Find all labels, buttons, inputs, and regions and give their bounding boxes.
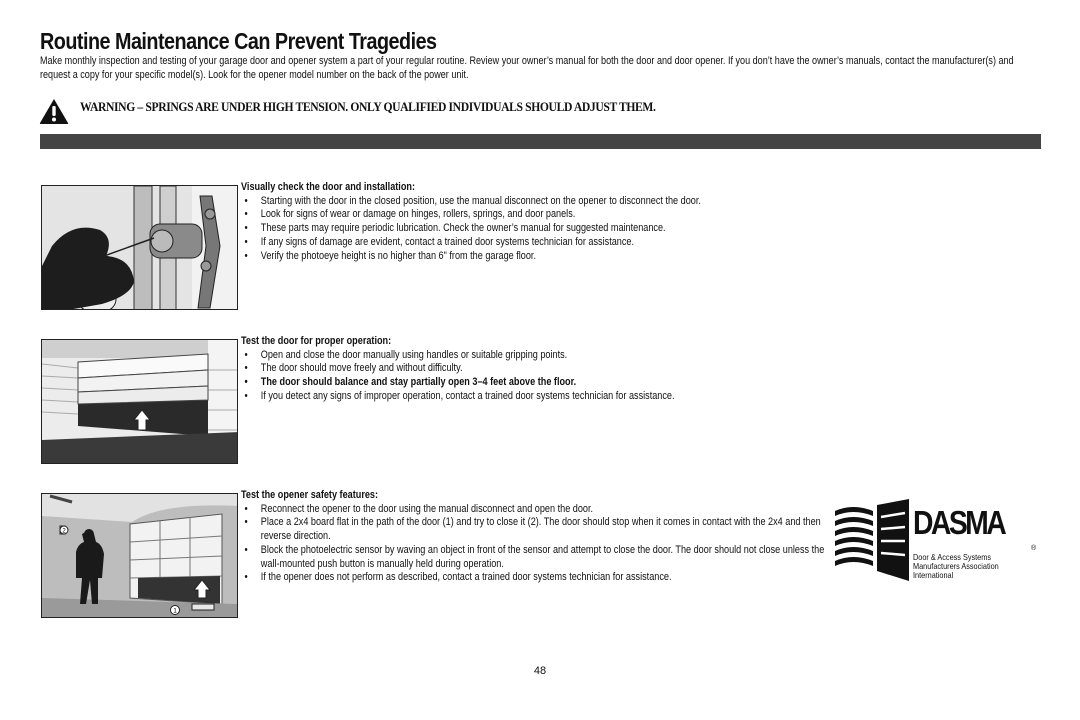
dasma-logo-text: DASMA (913, 504, 1005, 541)
list-item: • If the opener does not perform as described, contact a trained door systems technician for assistance. (241, 571, 826, 585)
dasma-logo-subtitle (913, 553, 999, 580)
list-item: • Verify the photoeye height is no higher than 6" from the garage floor. (241, 250, 826, 264)
callout-label: 2 (62, 528, 66, 535)
section-door-operation (241, 335, 941, 404)
intro-paragraph: Make monthly inspection and testing of your garage door and opener system a part of your regular routine. Review your owner’s manual for both the door and door opener. If you don’t have the owner’s manuals, contact the manufacturer(s) and request a copy for your specific model(s). Look for the opener model number on the back of the power unit. (40, 55, 1014, 81)
section-title: Test the opener safety features: (241, 489, 379, 501)
callout-label: 1 (173, 607, 177, 615)
list-item: • If you detect any signs of improper operation, contact a trained door systems technician for assistance. (241, 390, 826, 404)
section-divider-bar (40, 134, 1041, 149)
list-item: • These parts may require periodic lubrication. Check the owner’s manual for suggested maintenance. (241, 222, 826, 236)
warning-text: WARNING – SPRINGS ARE UNDER HIGH TENSION. ONLY QUALIFIED INDIVIDUALS SHOULD ADJUST THEM. (80, 100, 656, 114)
lubricating-hinge-illustration (41, 185, 238, 310)
bullet-list (241, 503, 826, 585)
section-title: Visually check the door and installation: (241, 181, 415, 193)
list-item: • Open and close the door manually using handles or suitable gripping points. (241, 349, 826, 363)
list-item: • Starting with the door in the closed position, use the manual disconnect on the opener to disconnect the door. (241, 195, 826, 209)
bullet-list (241, 349, 826, 404)
page-title: Routine Maintenance Can Prevent Tragedies (40, 28, 437, 54)
partially-open-garage-door-illustration (41, 339, 238, 464)
section-visual-check (241, 181, 941, 263)
logo-line: International (913, 570, 954, 580)
list-item: • Block the photoelectric sensor by waving an object in front of the sensor and attempt to close the door. The door should not close unless the wall-mounted push button is manually held during operation. (241, 544, 826, 571)
bullet-list (241, 195, 826, 264)
list-item: • The door should move freely and without difficulty. (241, 362, 826, 376)
logo-line: Manufacturers Association (913, 561, 999, 571)
list-item: • Look for signs of wear or damage on hinges, rollers, springs, and door panels. (241, 208, 826, 222)
list-item: • If any signs of damage are evident, contact a trained door systems technician for assistance. (241, 236, 826, 250)
list-item: • The door should balance and stay partially open 3–4 feet above the floor. (241, 376, 826, 390)
page-number: 48 (533, 665, 547, 677)
list-item: • Reconnect the opener to the door using the manual disconnect and open the door. (241, 503, 826, 517)
section-title: Test the door for proper operation: (241, 335, 392, 347)
logo-line: Door & Access Systems (913, 552, 992, 562)
warning-triangle-icon (39, 98, 69, 125)
registered-mark: ® (1031, 545, 1037, 552)
list-item: • Place a 2x4 board flat in the path of the door (1) and try to close it (2). The door should stop when it comes in contact with the 2x4 and then reverse direction. (241, 516, 826, 543)
safety-reverse-test-illustration (41, 493, 238, 618)
